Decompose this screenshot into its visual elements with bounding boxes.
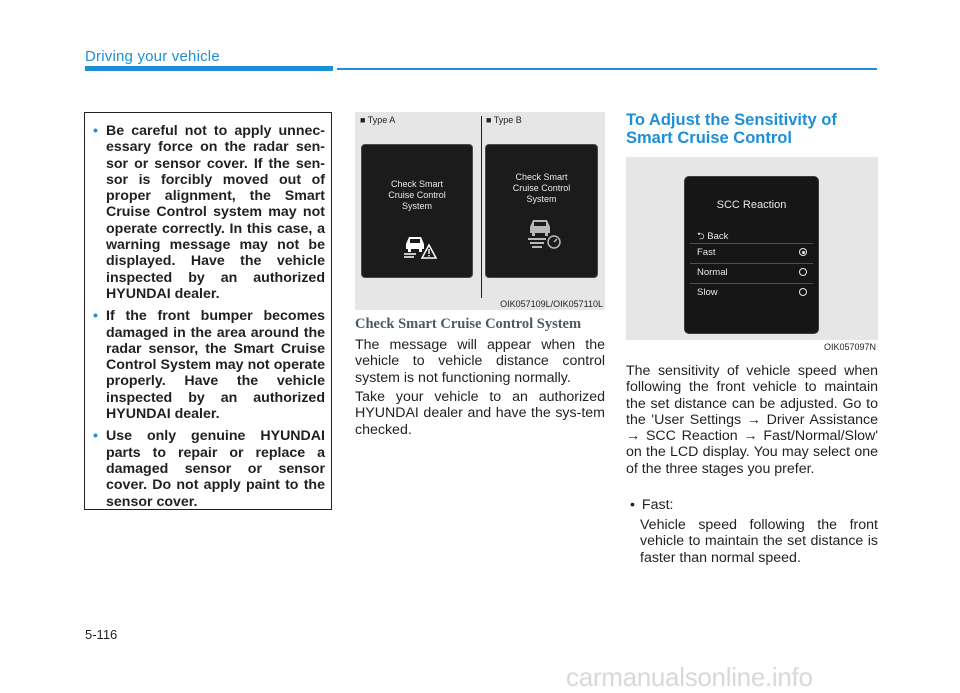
- header-rule-thin: [337, 68, 877, 70]
- type-a-label: ■ Type A: [360, 115, 396, 125]
- page-number: 5-116: [85, 627, 118, 642]
- scc-warning-icon: [402, 231, 438, 261]
- fast-bullet-label: Fast:: [641, 497, 674, 513]
- sensitivity-paragraph: The sensitivity of vehicle speed when following the front vehicle to maintain the set distance can be adjusted. Go to the 'User Settings → Driver Assistance → SCC Reaction → Fast/Normal/Slow' on the LCD display. You may select one of the three stages you prefer.: [626, 363, 878, 477]
- figure-scc-reaction-screen: [626, 157, 878, 352]
- bullet-icon: •: [630, 497, 635, 513]
- figure-check-scc-displays: [355, 112, 605, 310]
- scc-warning-icon: [524, 215, 562, 251]
- scc-option-slow: [690, 284, 813, 302]
- sensitivity-heading: [626, 112, 878, 147]
- bullet-icon: •: [93, 428, 98, 445]
- figure-code: OIK057109L/OIK057110L: [500, 299, 603, 309]
- warning-list: [85, 123, 325, 516]
- display-message: Check Smart: [390, 179, 443, 189]
- display-type-b: [485, 144, 598, 278]
- warning-box: [84, 112, 332, 510]
- warning-item: [85, 428, 325, 509]
- display-message: Cruise Control: [388, 190, 446, 200]
- display-message: System: [401, 201, 432, 211]
- scc-back-item: ⮌ Back: [697, 231, 729, 242]
- figure-code: OIK057097N: [823, 342, 876, 352]
- scc-reaction-display: [684, 176, 819, 334]
- display-message: Check Smart: [515, 172, 568, 182]
- display-message: System: [526, 194, 557, 204]
- check-scc-paragraph: Take your vehicle to an authorized HYUNDAI dealer and have the sys-tem checked.: [355, 389, 605, 438]
- figure-divider: [481, 116, 482, 298]
- scc-option-normal: [690, 264, 813, 282]
- display-type-a: [361, 144, 473, 278]
- section-title: Driving your vehicle: [85, 48, 220, 65]
- check-scc-heading: Check Smart Cruise Control System: [355, 316, 582, 332]
- bullet-icon: •: [93, 123, 98, 139]
- check-scc-paragraph: The message will appear when the vehicle to vehicle distance control system is not functioning normally.: [355, 337, 605, 386]
- sensitivity-heading-line: To Adjust the Sensitivity of: [626, 111, 837, 129]
- radio-unselected-icon: [799, 268, 807, 276]
- display-message: Cruise Control: [512, 183, 571, 193]
- warning-text: Be careful not to apply unnec-essary force on the radar sen-sor or sensor cover. If the sen-sor is forcibly moved out of proper alignment, the Smart Cruise Control system may not operate correctly. In this case, a warning message may not be displayed. Have the vehicle inspected by an authorized HYUNDAI dealer.: [106, 123, 325, 302]
- fast-bullet: [630, 497, 878, 513]
- scc-option-fast: [690, 244, 813, 262]
- scc-option-label: Fast: [697, 247, 716, 258]
- fast-bullet-description: Vehicle speed following the front vehicle to maintain the set distance is faster than normal speed.: [640, 517, 878, 566]
- scc-option-label: Normal: [697, 267, 728, 278]
- radio-unselected-icon: [799, 288, 807, 296]
- warning-text: Use only genuine HYUNDAI parts to repair or replace a damaged sensor or sensor cover. Do not apply paint to the sensor cover.: [106, 428, 325, 510]
- warning-item: [85, 308, 325, 422]
- scc-screen-title: SCC Reaction: [716, 199, 787, 211]
- header-rule-thick: [85, 66, 333, 71]
- warning-item: [85, 123, 325, 302]
- bullet-icon: •: [93, 308, 98, 325]
- scc-option-label: Slow: [697, 287, 718, 298]
- radio-selected-icon: [799, 248, 807, 256]
- watermark: carmanualsonline.info: [566, 662, 813, 692]
- type-b-label: ■ Type B: [486, 115, 522, 125]
- sensitivity-heading-line: Smart Cruise Control: [626, 128, 792, 147]
- warning-text: If the front bumper becomes damaged in the area around the radar sensor, the Smart Cruise Control System may not operate properly. Have the vehicle inspected by an authorized HYUNDAI dealer.: [106, 308, 325, 423]
